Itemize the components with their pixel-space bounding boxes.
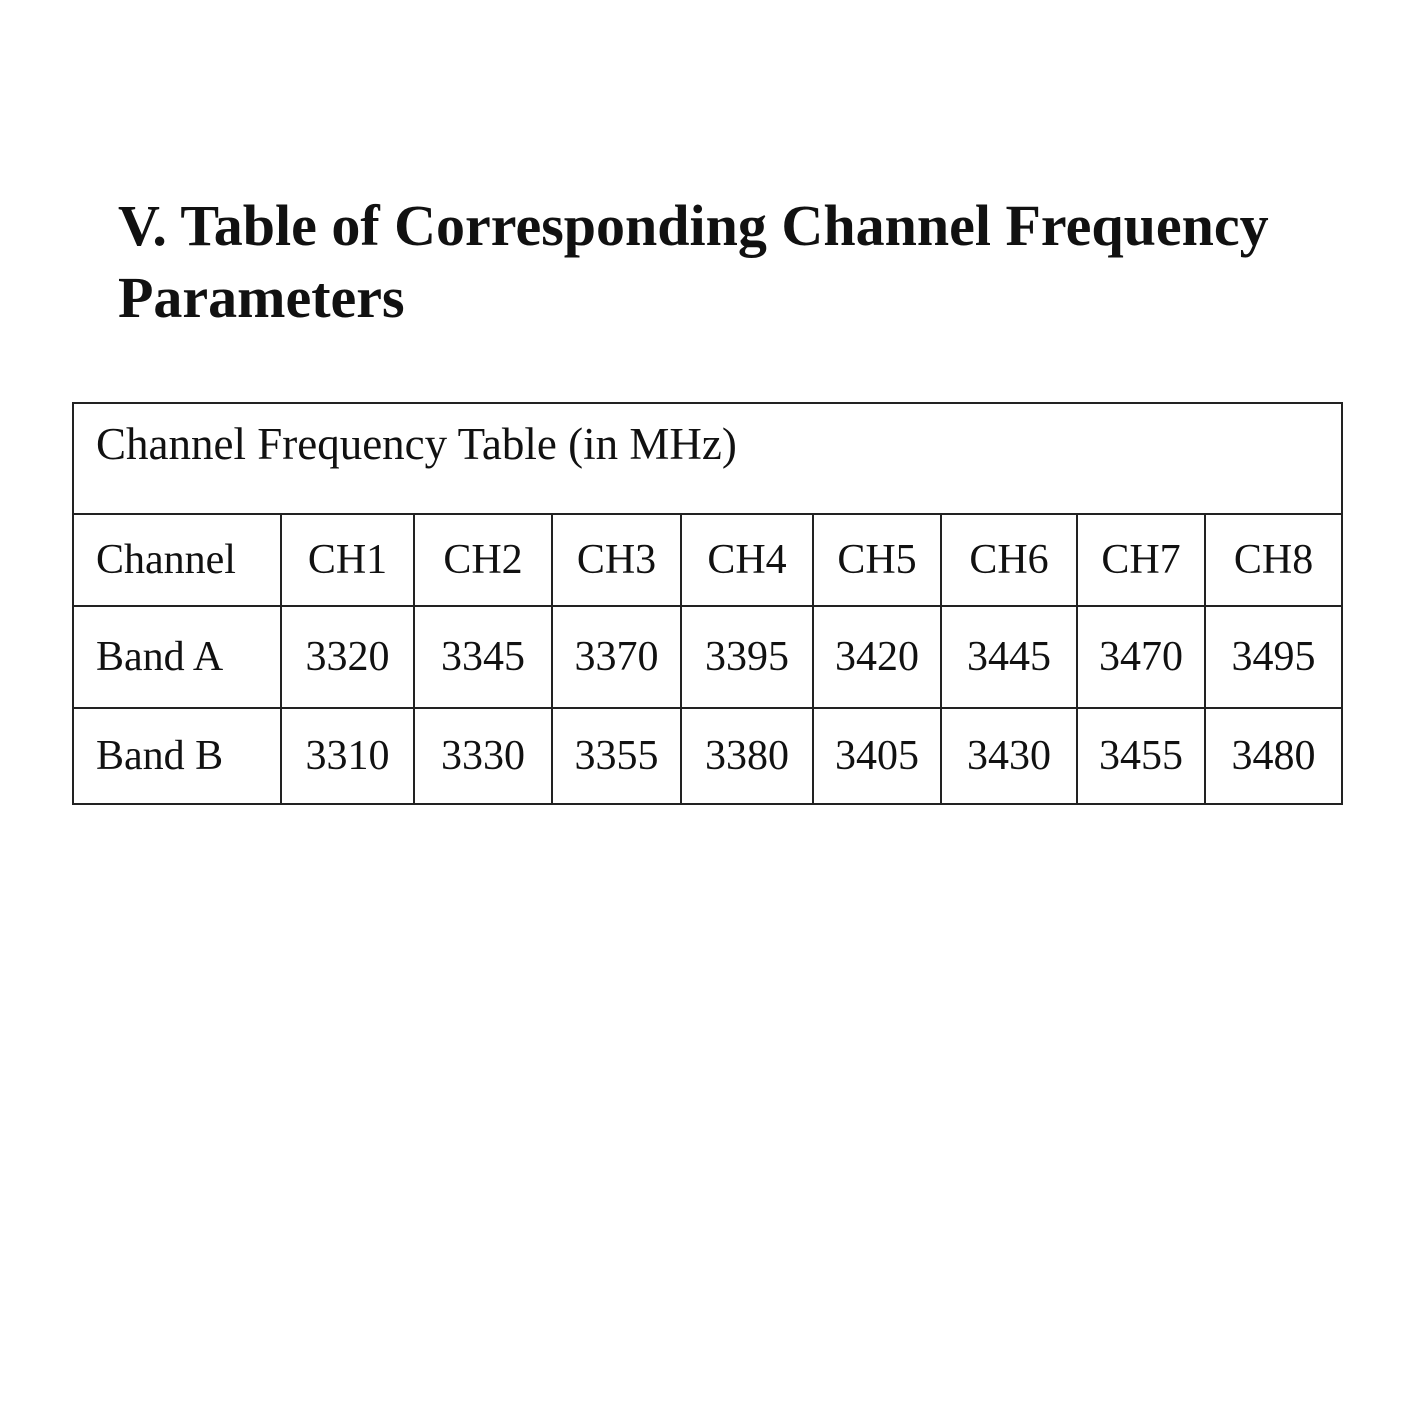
frequency-cell: 3405 [813, 708, 941, 804]
frequency-cell: 3310 [281, 708, 414, 804]
channel-header-cell: CH8 [1205, 514, 1342, 606]
frequency-cell: 3355 [552, 708, 681, 804]
frequency-cell: 3370 [552, 606, 681, 708]
channel-header-cell: CH2 [414, 514, 552, 606]
channel-header-cell: CH4 [681, 514, 813, 606]
channel-header-cell: CH1 [281, 514, 414, 606]
channel-header-cell: CH7 [1077, 514, 1205, 606]
channel-header-label: Channel [73, 514, 281, 606]
frequency-cell: 3430 [941, 708, 1077, 804]
band-a-label: Band A [73, 606, 281, 708]
frequency-cell: 3330 [414, 708, 552, 804]
frequency-cell: 3480 [1205, 708, 1342, 804]
channel-header-cell: CH3 [552, 514, 681, 606]
frequency-cell: 3320 [281, 606, 414, 708]
channel-header-cell: CH5 [813, 514, 941, 606]
band-a-row [73, 606, 1342, 708]
frequency-cell: 3420 [813, 606, 941, 708]
section-title: V. Table of Corresponding Channel Frequency Parameters [118, 193, 1269, 330]
frequency-cell: 3395 [681, 606, 813, 708]
frequency-cell: 3455 [1077, 708, 1205, 804]
table-caption: Channel Frequency Table (in MHz) [73, 403, 1342, 514]
frequency-cell: 3495 [1205, 606, 1342, 708]
frequency-cell: 3445 [941, 606, 1077, 708]
frequency-cell: 3345 [414, 606, 552, 708]
band-b-label: Band B [73, 708, 281, 804]
frequency-cell: 3470 [1077, 606, 1205, 708]
band-b-row [73, 708, 1342, 804]
channel-frequency-table [72, 402, 1343, 805]
channel-header-cell: CH6 [941, 514, 1077, 606]
channel-header-row [73, 514, 1342, 606]
frequency-cell: 3380 [681, 708, 813, 804]
table-caption-row [73, 403, 1342, 514]
